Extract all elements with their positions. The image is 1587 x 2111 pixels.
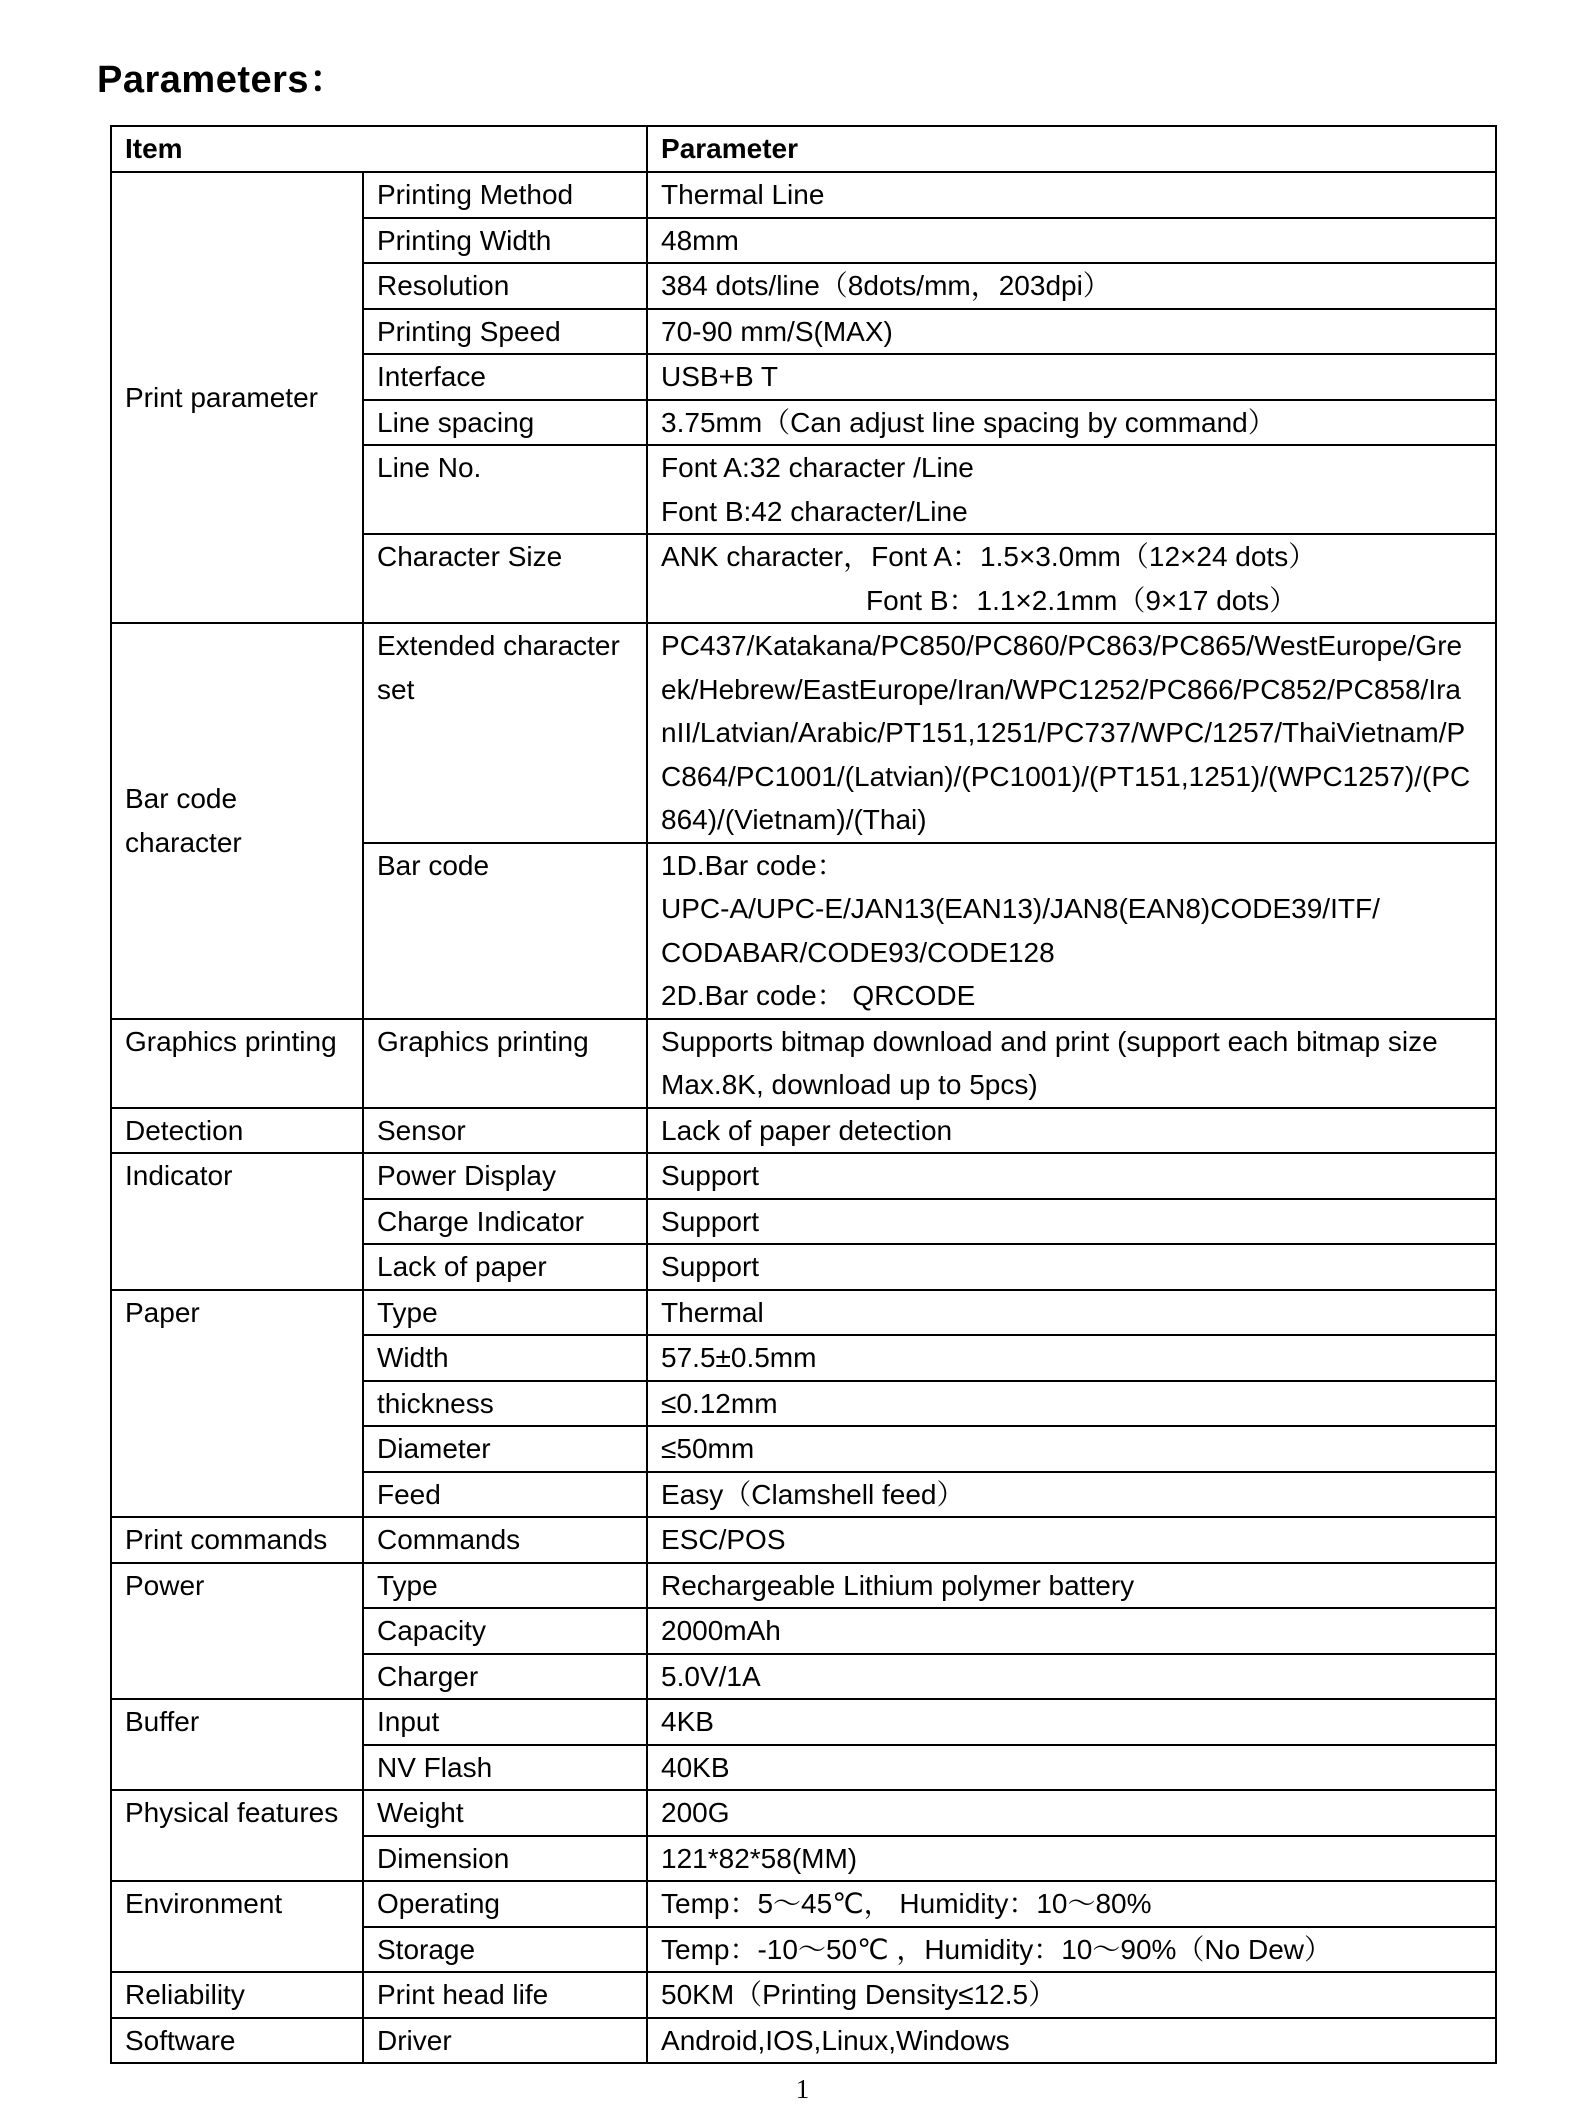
spec-value-cell xyxy=(647,1972,1496,2018)
spec-name-cell: Printing Method xyxy=(363,172,647,218)
group-label-software: Software xyxy=(111,2018,363,2064)
spec-name-cell: thickness xyxy=(363,1381,647,1427)
header-parameter-cell: Parameter xyxy=(647,126,1496,172)
value-line: 121*82*58(MM) xyxy=(661,1842,858,1874)
value-line: Thermal xyxy=(661,1296,764,1328)
spec-name-cell: Charger xyxy=(363,1654,647,1700)
spec-value-cell xyxy=(647,1927,1496,1973)
value-line: ek/Hebrew/EastEurope/Iran/WPC1252/PC866/PC852/PC858/Ira xyxy=(661,673,1461,705)
spec-name-cell: Width xyxy=(363,1335,647,1381)
spec-value-cell xyxy=(647,1472,1496,1518)
spec-value-cell xyxy=(647,263,1496,309)
spec-value-cell xyxy=(647,1654,1496,1700)
spec-name-cell: Line No. xyxy=(363,445,647,534)
value-line: Lack of paper detection xyxy=(661,1114,953,1146)
spec-name-cell: Capacity xyxy=(363,1608,647,1654)
table-row xyxy=(111,1790,1496,1836)
spec-name-cell: Input xyxy=(363,1699,647,1745)
table-row xyxy=(111,1517,1496,1563)
spec-name-cell: Operating xyxy=(363,1881,647,1927)
value-line: Supports bitmap download and print (support each bitmap size xyxy=(661,1025,1438,1057)
spec-value-cell xyxy=(647,445,1496,534)
value-line: Rechargeable Lithium polymer battery xyxy=(661,1569,1135,1601)
spec-name-cell: Resolution xyxy=(363,263,647,309)
spec-value-cell xyxy=(647,1881,1496,1927)
value-line: 2D.Bar code： QRCODE xyxy=(661,980,976,1011)
group-label-print-parameter: Print parameter xyxy=(111,172,363,623)
spec-name-cell: Line spacing xyxy=(363,400,647,446)
spec-value-cell xyxy=(647,1699,1496,1745)
value-line: 1D.Bar code： xyxy=(661,849,845,881)
value-line: 48mm xyxy=(661,224,739,256)
value-line: C864/PC1001/(Latvian)/(PC1001)/(PT151,1251)/(WPC1257)/(PC xyxy=(661,760,1471,792)
group-label-bar-code-character: Bar code character xyxy=(111,623,363,1019)
value-line: 40KB xyxy=(661,1751,730,1783)
spec-name-cell: Commands xyxy=(363,1517,647,1563)
header-item-cell: Item xyxy=(111,126,647,172)
spec-name-cell: Print head life xyxy=(363,1972,647,2018)
spec-value-cell xyxy=(647,1019,1496,1108)
group-label-buffer: Buffer xyxy=(111,1699,363,1790)
value-line: Font A:32 character /Line xyxy=(661,452,974,483)
value-line: ≤0.12mm xyxy=(661,1387,778,1419)
spec-value-cell xyxy=(647,1335,1496,1381)
value-line: ANK character，Font A：1.5×3.0mm（12×24 dots） xyxy=(661,541,1317,572)
value-line: Thermal Line xyxy=(661,179,825,210)
spec-value-cell xyxy=(647,309,1496,355)
value-line: 200G xyxy=(661,1797,730,1828)
table-row xyxy=(111,1290,1496,1336)
value-line: Easy（Clamshell feed） xyxy=(661,1478,965,1510)
spec-name-cell: Lack of paper xyxy=(363,1244,647,1290)
page-title: Parameters： xyxy=(97,59,348,101)
spec-name-cell: Type xyxy=(363,1563,647,1609)
value-line: Support xyxy=(661,1251,760,1282)
group-label-paper: Paper xyxy=(111,1290,363,1518)
spec-name-cell: Charge Indicator xyxy=(363,1199,647,1245)
value-line: Temp：5～45℃， Humidity：10～80% xyxy=(661,1888,1152,1919)
spec-value-cell xyxy=(647,1790,1496,1836)
spec-value-cell xyxy=(647,534,1496,623)
table-row xyxy=(111,1108,1496,1154)
spec-value-cell xyxy=(647,400,1496,446)
parameters-table xyxy=(110,125,1497,2064)
spec-name-cell: Storage xyxy=(363,1927,647,1973)
value-line: 70-90 mm/S(MAX) xyxy=(661,315,893,347)
table-row xyxy=(111,1563,1496,1609)
spec-name-cell: Diameter xyxy=(363,1426,647,1472)
page-number: 1 xyxy=(795,2074,810,2104)
value-line: 384 dots/line（8dots/mm，203dpi） xyxy=(661,270,1111,301)
group-label-indicator: Indicator xyxy=(111,1153,363,1290)
spec-value-cell xyxy=(647,1836,1496,1882)
spec-name-cell: Feed xyxy=(363,1472,647,1518)
spec-value-cell xyxy=(647,1153,1496,1199)
value-line: PC437/Katakana/PC850/PC860/PC863/PC865/WestEurope/Gre xyxy=(661,630,1463,661)
spec-name-cell: Graphics printing xyxy=(363,1019,647,1108)
spec-name-cell: NV Flash xyxy=(363,1745,647,1791)
spec-name-cell: Printing Width xyxy=(363,218,647,264)
spec-value-cell xyxy=(647,1199,1496,1245)
value-line: 864)/(Vietnam)/(Thai) xyxy=(661,804,927,835)
value-line: 50KM（Printing Density≤12.5） xyxy=(661,1979,1057,2010)
value-line: Font B：1.1×2.1mm（9×17 dots） xyxy=(866,584,1298,616)
value-line: Font B:42 character/Line xyxy=(661,495,968,527)
group-label-reliability: Reliability xyxy=(111,1972,363,2018)
value-line: Support xyxy=(661,1160,760,1191)
table-row xyxy=(111,2018,1496,2064)
table-row xyxy=(111,1972,1496,2018)
value-line: CODABAR/CODE93/CODE128 xyxy=(661,936,1055,968)
spec-value-cell xyxy=(647,172,1496,218)
spec-value-cell xyxy=(647,354,1496,400)
group-label-detection: Detection xyxy=(111,1108,363,1154)
value-line: UPC-A/UPC-E/JAN13(EAN13)/JAN8(EAN8)CODE39/ITF/ xyxy=(661,893,1380,924)
spec-name-cell: Dimension xyxy=(363,1836,647,1882)
group-label-physical-features: Physical features xyxy=(111,1790,363,1881)
value-line: 4KB xyxy=(661,1706,714,1737)
header-row xyxy=(111,126,1496,172)
spec-name-cell: Weight xyxy=(363,1790,647,1836)
table-row xyxy=(111,1153,1496,1199)
spec-value-cell xyxy=(647,1290,1496,1336)
value-line: Android,IOS,Linux,Windows xyxy=(661,2024,1010,2056)
spec-name-cell: Printing Speed xyxy=(363,309,647,355)
spec-value-cell xyxy=(647,623,1496,843)
spec-value-cell xyxy=(647,1244,1496,1290)
spec-value-cell xyxy=(647,1108,1496,1154)
table-row xyxy=(111,1019,1496,1108)
value-line: Support xyxy=(661,1205,760,1237)
spec-name-cell: Power Display xyxy=(363,1153,647,1199)
group-label-print-commands: Print commands xyxy=(111,1517,363,1563)
group-label-graphics-printing: Graphics printing xyxy=(111,1019,363,1108)
spec-name-cell: Interface xyxy=(363,354,647,400)
spec-value-cell xyxy=(647,1608,1496,1654)
group-label-environment: Environment xyxy=(111,1881,363,1972)
value-line: 5.0V/1A xyxy=(661,1660,761,1692)
spec-value-cell xyxy=(647,1381,1496,1427)
value-line: ESC/POS xyxy=(661,1524,786,1555)
spec-name-cell: Extended character set xyxy=(363,623,647,843)
spec-name-cell: Driver xyxy=(363,2018,647,2064)
spec-value-cell xyxy=(647,1426,1496,1472)
spec-value-cell xyxy=(647,1563,1496,1609)
table-row xyxy=(111,1699,1496,1745)
value-line: Max.8K, download up to 5pcs) xyxy=(661,1069,1038,1100)
spec-value-cell xyxy=(647,843,1496,1019)
group-label-power: Power xyxy=(111,1563,363,1700)
spec-name-cell: Sensor xyxy=(363,1108,647,1154)
table-row xyxy=(111,172,1496,218)
spec-value-cell xyxy=(647,218,1496,264)
value-line: USB+B T xyxy=(661,361,778,392)
value-line: ≤50mm xyxy=(661,1433,755,1464)
spec-value-cell xyxy=(647,2018,1496,2064)
spec-name-cell: Bar code xyxy=(363,843,647,1019)
value-line: nII/Latvian/Arabic/PT151,1251/PC737/WPC/1257/ThaiVietnam/P xyxy=(661,717,1466,748)
spec-name-cell: Character Size xyxy=(363,534,647,623)
spec-name-cell: Type xyxy=(363,1290,647,1336)
value-line: Temp：-10～50℃ ，Humidity：10～90%（No Dew） xyxy=(661,1933,1333,1965)
value-line: 3.75mm（Can adjust line spacing by command） xyxy=(661,406,1276,438)
table-row xyxy=(111,623,1496,843)
value-line: 2000mAh xyxy=(661,1615,781,1646)
value-line: 57.5±0.5mm xyxy=(661,1342,817,1373)
table-row xyxy=(111,1881,1496,1927)
spec-value-cell xyxy=(647,1517,1496,1563)
spec-value-cell xyxy=(647,1745,1496,1791)
